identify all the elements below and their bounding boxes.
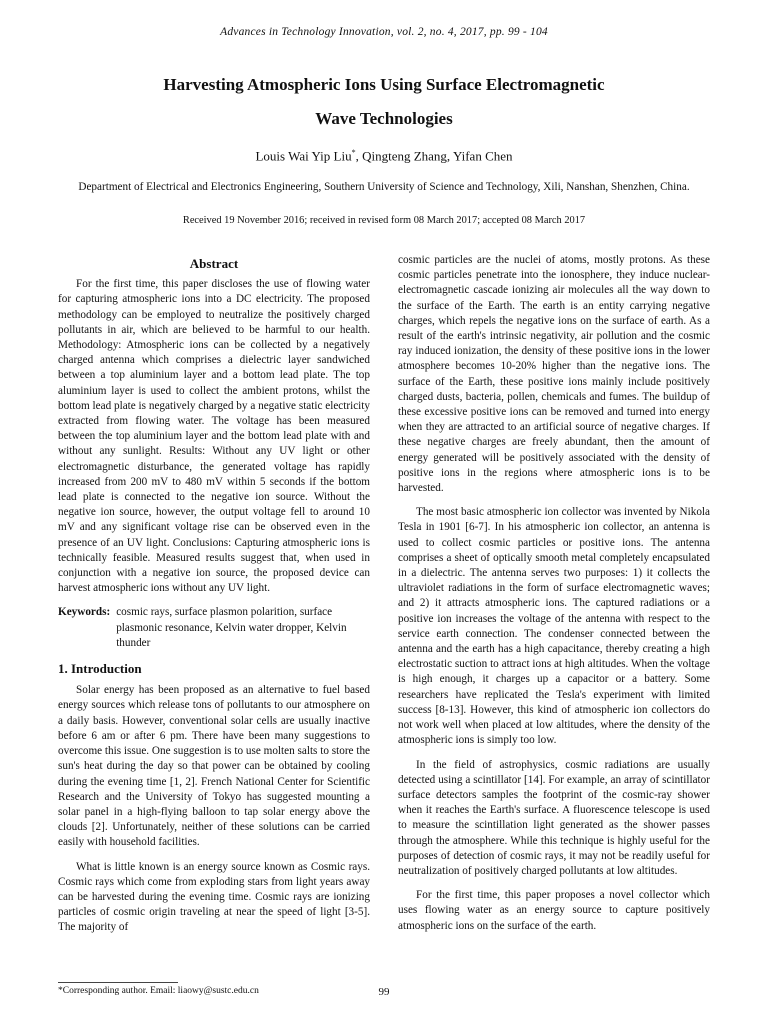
footnote-divider <box>58 982 178 983</box>
section-heading-introduction: 1. Introduction <box>58 661 142 677</box>
author-list <box>0 148 768 164</box>
title-line-1: Harvesting Atmospheric Ions Using Surface Electromagnetic <box>163 75 605 94</box>
intro-paragraph-1: Solar energy has been proposed as an alternative to fuel based energy sources which release tons of pollutants to our atmosphere on a daily basis. However, conventional solar cells are usually inactive before 6 am or after 6 pm. There have been many suggestions to overcome this issue. One suggestion is to use molten salts to store the sun's heat during the day so that power can be obtained by cooling during the evening time [1, 2]. French National Center for Scientific Research and the University of Tokyo has suggested mounting a solar panel in a high-flying balloon to tap solar energy above the clouds [2]. Unfortunately, neither of these solutions can be carried easily with household facilities. <box>58 684 370 849</box>
left-column <box>58 253 370 936</box>
author-primary: Louis Wai Yip Liu <box>255 148 352 164</box>
keywords <box>58 605 370 651</box>
affiliation: Department of Electrical and Electronics Engineering, Southern University of Science and Technology, Xili, Nanshan, Shenzhen, China. <box>78 181 690 193</box>
journal-header: Advances in Technology Innovation, vol. 2, no. 4, 2017, pp. 99 - 104 <box>220 26 548 38</box>
author-others: , Qingteng Zhang, Yifan Chen <box>355 148 513 164</box>
intro-paragraph-2-continued: cosmic particles are the nuclei of atoms, mostly protons. As these cosmic particles penetrate into the ionosphere, they induce nuclear-electromagnetic cascade ionizing air molecules all the way down to the surface of the Earth. The earth is an entity carrying negative charges, which repels the negative ions on the surface of earth. As a result of the earth's intrinsic negativity, air pollution and the cosmic ray induced ionization, the density of these positive ions in the lower atmosphere becomes 10-20% higher than the negative ions. The surface of the Earth, these positive ions mainly include positively charged dusts, bacteria, pollen, chemicals and fumes. The buildup of these excessive positive ions can be removed and turned into energy when they are attracted to an artificial source of negative charges. If these negative charges are freely abundant, then the amount of energy generated will be positively associated with the density of positive ions in the regions where atmospheric ions is to be harvested. <box>398 254 710 495</box>
right-column <box>398 253 710 934</box>
abstract-heading: Abstract <box>189 256 239 271</box>
intro-paragraph-4: In the field of astrophysics, cosmic radiations are usually detected using a scintillator [14]. For example, an array of scintillator surface detectors samples the footprint of the cosmic-ray shower when it reaches the Earth's surface. A fluorescence telescope is used to measure the scintillation light generated as the shower passes through the atmosphere. While this technique is highly useful for the purposes of detection of cosmic rays, it may not be readily useful for neutralization of positively charged pollutants at low altitudes. <box>398 758 710 877</box>
intro-paragraph-2: What is little known is an energy source known as Cosmic rays. Cosmic rays which come from exploding stars from light years away can be harvested during the evening time. Cosmic rays are ionizing particles of cosmic origin traveling at near the speed of light [3-5]. The majority of <box>58 860 370 934</box>
intro-paragraph-5: For the first time, this paper proposes a novel collector which uses flowing water as an energy source to capture positively atmospheric ions on the surface of the earth. <box>398 889 710 932</box>
paper-title <box>60 68 708 136</box>
corresponding-mark: * <box>351 148 356 157</box>
keywords-label: Keywords: <box>58 606 111 619</box>
keywords-text: cosmic rays, surface plasmon polarition, surface plasmonic resonance, Kelvin water dropper, Kelvin thunder <box>116 606 347 649</box>
title-line-2: Wave Technologies <box>315 109 453 128</box>
received-dates: Received 19 November 2016; received in revised form 08 March 2017; accepted 08 March 2017 <box>182 215 586 226</box>
intro-paragraph-3: The most basic atmospheric ion collector was invented by Nikola Tesla in 1901 [6-7]. In his atmospheric ion collector, an antenna is used to collect cosmic particles or positive ions. The antenna comprises a sheet of optically smooth metal completely encapsulated in a dielectric. The antenna serves two purposes: 1) it collects the ultraviolet radiations in the form of surface electromagnetic waves; and 2) it attracts atmospheric ions. The captured radiations or a positive ion increases the voltage of the antenna with respect to the service earth connection. The condenser connected between the antenna and the earth has a high capacitance, thereby creating a high electrostatic suction to attract ions at high altitudes. When the voltage is high enough, it charges up a capacitor or a battery. Some researchers have replicated the Tesla's experiment with limited success [8-13]. However, this kind of atmospheric ion collectors do not work well when placed at low altitudes, where the density of the atmospheric ions is simply too low. <box>398 506 710 747</box>
abstract-text: For the first time, this paper discloses the use of flowing water for capturing atmospheric ions into a DC electricity. The proposed methodology can be employed to neutralize the positively charged pollutants in air, which are believed to be harmful to our health. Methodology: Atmospheric ions can be collected by a negatively charged antenna which comprises a dielectric layer sandwiched between a top aluminium layer and a bottom lead plate. The top aluminium layer is used to collect the ambient protons, whilst the bottom lead plate is negatively charged by a negative static electricity extracted from flowing water. The voltage has been measured between the top aluminium layer and the bottom lead plate with and without any sunlight. Results: Without any UV light or other electromagnetic disturbance, the generated voltage has rapidly increased from 200 mV to 480 mV within 5 seconds if the bottom lead plate is connected to the negative ion source. Without the negative ion source, however, the output voltage fell to around 10 mV and any significant voltage rise can be observed even in the presence of an UV light. Conclusions: Capturing atmospheric ions is technically feasible. Measured results suggest that, when used in conjunction with a negative ion source, the proposed device can harvest atmospheric ions without any UV light. <box>58 278 370 595</box>
corresponding-author-footnote: *Corresponding author. Email: liaowy@sustc.edu.cn <box>58 986 259 996</box>
page-number: 99 <box>378 986 390 998</box>
